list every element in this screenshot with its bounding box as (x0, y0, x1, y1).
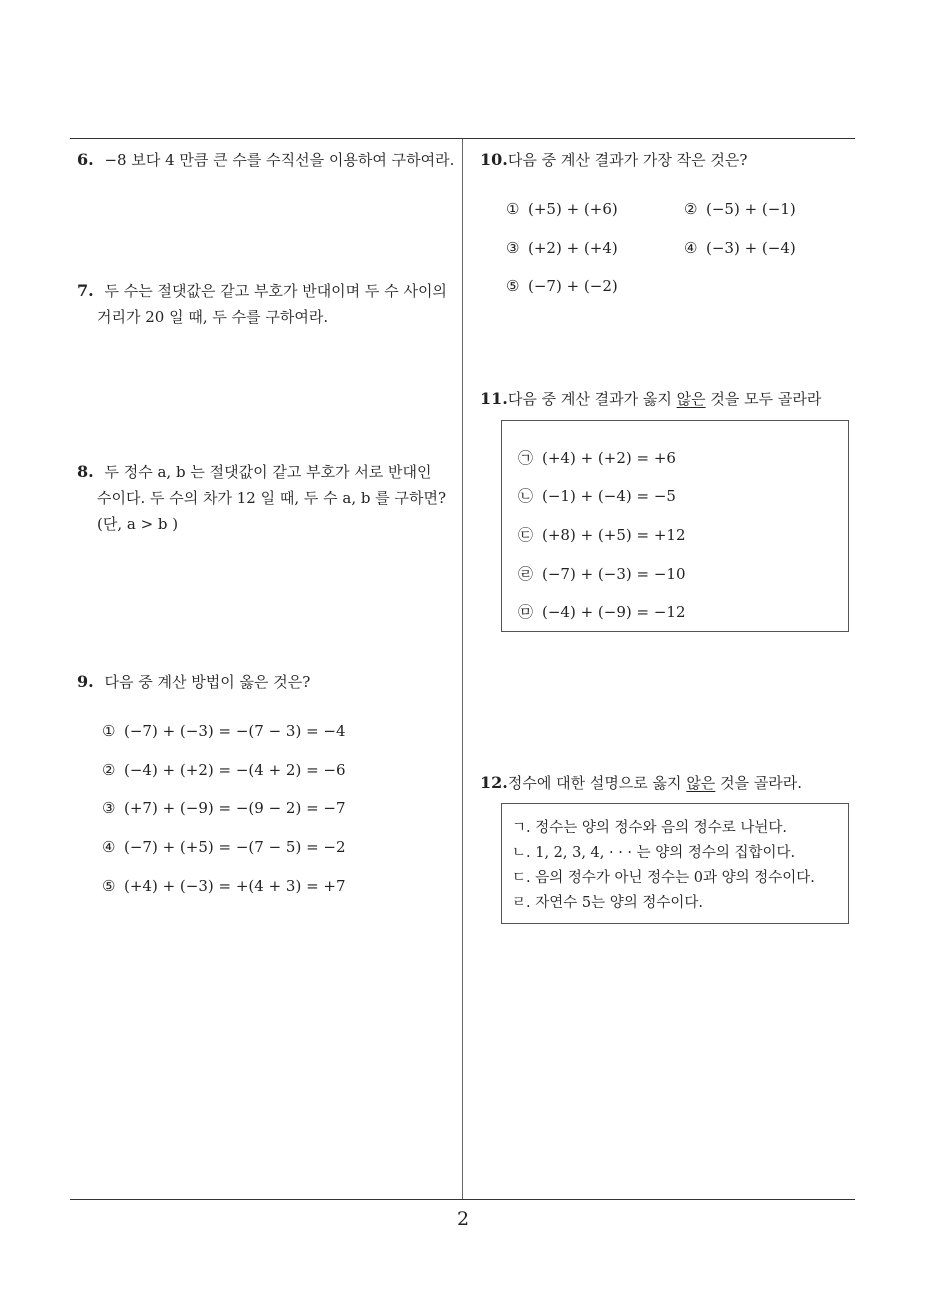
q9-option-1[interactable] (102, 720, 346, 742)
question-number: 12. (480, 773, 508, 792)
question-text-line2: 수이다. 두 수의 차가 12 일 때, 두 수 a, b 를 구하면? (97, 489, 447, 507)
option-mark: ④ (684, 239, 698, 257)
option-expression: (−4) + (+2) = −(4 + 2) = −6 (124, 761, 346, 779)
option-mark: ③ (506, 239, 520, 257)
statement-mark: ㉡ (518, 487, 534, 505)
option-expression: (−3) + (−4) (706, 239, 796, 257)
statement-expression: (−1) + (−4) = −5 (542, 487, 676, 505)
question-text: 다음 중 계산 결과가 가장 작은 것은? (507, 151, 748, 169)
option-expression: (+5) + (+6) (528, 200, 618, 218)
question-7 (77, 278, 459, 330)
q11-statement-1[interactable] (518, 447, 676, 468)
bottom-rule (70, 1199, 855, 1200)
question-12 (480, 770, 850, 796)
q11-statement-box (501, 420, 849, 632)
q11-statement-2[interactable] (518, 485, 676, 506)
statement-mark: ㉤ (518, 603, 534, 621)
option-expression: (−7) + (−3) = −(7 − 3) = −4 (124, 722, 346, 740)
question-10 (480, 147, 850, 173)
option-expression: (+7) + (−9) = −(9 − 2) = −7 (124, 799, 346, 817)
question-number: 10. (480, 150, 508, 169)
option-mark: ① (506, 200, 520, 218)
q11-statement-5[interactable] (518, 601, 686, 622)
q9-option-5[interactable] (102, 875, 346, 897)
question-condition: (단, a > b ) (97, 515, 179, 533)
option-mark: ④ (102, 838, 116, 856)
statement-expression: (−7) + (−3) = −10 (542, 565, 686, 583)
q9-option-4[interactable] (102, 836, 346, 858)
q12-statement-3[interactable]: ㄷ. 음의 정수가 아닌 정수는 0과 양의 정수이다. (512, 870, 815, 886)
q10-option-5[interactable] (506, 275, 618, 297)
question-text: −8 보다 4 만큼 큰 수를 수직선을 이용하여 구하여라. (104, 151, 455, 169)
option-expression: (+2) + (+4) (528, 239, 618, 257)
question-11 (480, 386, 850, 412)
q10-option-4[interactable] (684, 237, 796, 259)
question-8 (77, 459, 459, 537)
question-9 (77, 669, 459, 695)
statement-expression: (+8) + (+5) = +12 (542, 526, 686, 544)
option-mark: ② (102, 761, 116, 779)
question-number: 9. (77, 672, 94, 691)
question-text-before: 정수에 대한 설명으로 옳지 (507, 774, 687, 792)
question-number: 7. (77, 281, 94, 300)
statement-mark: ㉢ (518, 526, 534, 544)
q12-statement-2[interactable]: ㄴ. 1, 2, 3, 4, · · · 는 양의 정수의 집합이다. (512, 845, 796, 861)
question-number: 11. (480, 389, 508, 408)
question-text-line2: 거리가 20 일 때, 두 수를 구하여라. (97, 308, 329, 326)
option-mark: ② (684, 200, 698, 218)
question-text: 다음 중 계산 방법이 옳은 것은? (104, 673, 311, 691)
statement-expression: (−4) + (−9) = −12 (542, 603, 686, 621)
statement-mark: ㉠ (518, 449, 534, 467)
q9-option-2[interactable] (102, 759, 346, 781)
statement-expression: (+4) + (+2) = +6 (542, 449, 676, 467)
question-text-after: 것을 골라라. (715, 774, 803, 792)
q9-option-3[interactable] (102, 797, 346, 819)
q10-option-2[interactable] (684, 198, 796, 220)
page-number: 2 (456, 1208, 470, 1230)
q11-statement-4[interactable] (518, 563, 686, 584)
question-text-emphasis: 않은 (686, 774, 716, 792)
question-number: 8. (77, 462, 94, 481)
q12-statement-1[interactable]: ㄱ. 정수는 양의 정수와 음의 정수로 나뉜다. (512, 820, 787, 836)
q12-statement-box (501, 803, 849, 924)
option-mark: ③ (102, 799, 116, 817)
question-text-line1: 두 정수 a, b 는 절댓값이 같고 부호가 서로 반대인 (104, 463, 432, 481)
question-number: 6. (77, 150, 94, 169)
option-expression: (−7) + (+5) = −(7 − 5) = −2 (124, 838, 346, 856)
question-text-emphasis: 않은 (676, 390, 706, 408)
statement-mark: ㉣ (518, 565, 534, 583)
question-text-before: 다음 중 계산 결과가 옳지 (507, 390, 677, 408)
q10-option-1[interactable] (506, 198, 618, 220)
option-mark: ⑤ (506, 277, 520, 295)
option-expression: (−7) + (−2) (528, 277, 618, 295)
option-mark: ⑤ (102, 877, 116, 895)
option-expression: (−5) + (−1) (706, 200, 796, 218)
question-6 (77, 147, 457, 173)
column-divider (462, 139, 463, 1199)
q12-statement-4[interactable]: ㄹ. 자연수 5는 양의 정수이다. (512, 895, 703, 911)
option-mark: ① (102, 722, 116, 740)
question-text-after: 것을 모두 골라라 (705, 390, 822, 408)
question-text-line1: 두 수는 절댓값은 같고 부호가 반대이며 두 수 사이의 (104, 282, 447, 300)
q10-option-3[interactable] (506, 237, 618, 259)
option-expression: (+4) + (−3) = +(4 + 3) = +7 (124, 877, 346, 895)
q11-statement-3[interactable] (518, 524, 686, 545)
